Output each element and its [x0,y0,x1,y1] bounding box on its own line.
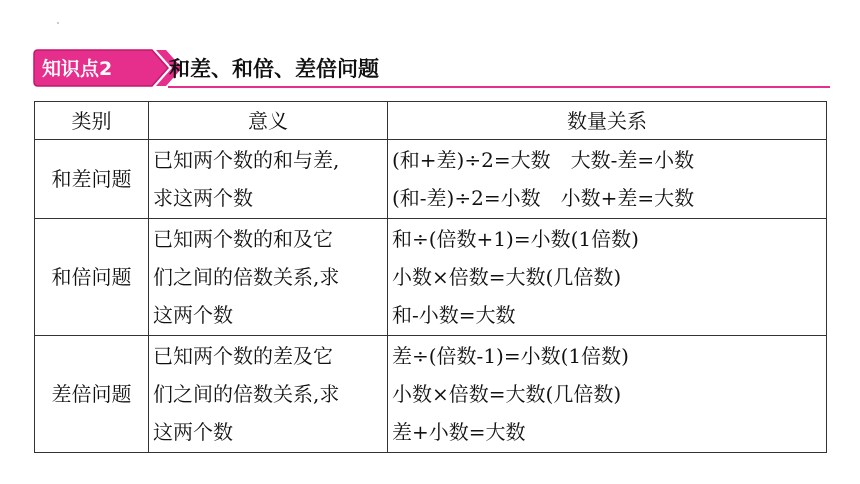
row-category: 差倍问题 [35,336,149,453]
badge-label: 知识点2 [42,58,113,80]
relation-line: 和÷(倍数+1)=小数(1倍数) [392,227,639,251]
meaning-line: 这两个数 [153,303,233,327]
section-header [32,44,832,90]
meaning-line: 已知两个数的和与差, [153,148,340,172]
meaning-line: 们之间的倍数关系,求 [153,265,340,289]
row-category: 和差问题 [35,140,149,219]
row-relations [388,219,827,336]
meaning-line: 这两个数 [153,420,233,444]
relation-line: (和-差)÷2=小数 小数+差=大数 [392,186,695,210]
row-category: 和倍问题 [35,219,149,336]
relation-line: 和-小数=大数 [392,303,516,327]
column-header-meaning: 意义 [149,102,388,140]
meaning-line: 们之间的倍数关系,求 [153,382,340,406]
meaning-line: 求这两个数 [153,186,253,210]
relation-line: 小数×倍数=大数(几倍数) [392,265,622,289]
relation-line: (和+差)÷2=大数 大数-差=小数 [392,148,695,172]
meaning-line: 已知两个数的和及它 [153,227,333,251]
row-relations [388,336,827,453]
row-relations [388,140,827,219]
relation-line: 差÷(倍数-1)=小数(1倍数) [392,344,629,368]
badge-shape [32,44,832,90]
column-header-category: 类别 [35,102,149,140]
table-row [35,219,827,336]
relation-line: 小数×倍数=大数(几倍数) [392,382,622,406]
table-row [35,336,827,453]
table-header-row [35,102,827,140]
row-meaning [149,219,388,336]
knowledge-table [34,101,827,453]
column-header-relations: 数量关系 [388,102,827,140]
row-meaning [149,140,388,219]
meaning-line: 已知两个数的差及它 [153,344,333,368]
decorative-dot [57,22,59,24]
section-title: 和差、和倍、差倍问题 [169,57,379,81]
relation-line: 差+小数=大数 [392,420,526,444]
row-meaning [149,336,388,453]
table-row [35,140,827,219]
